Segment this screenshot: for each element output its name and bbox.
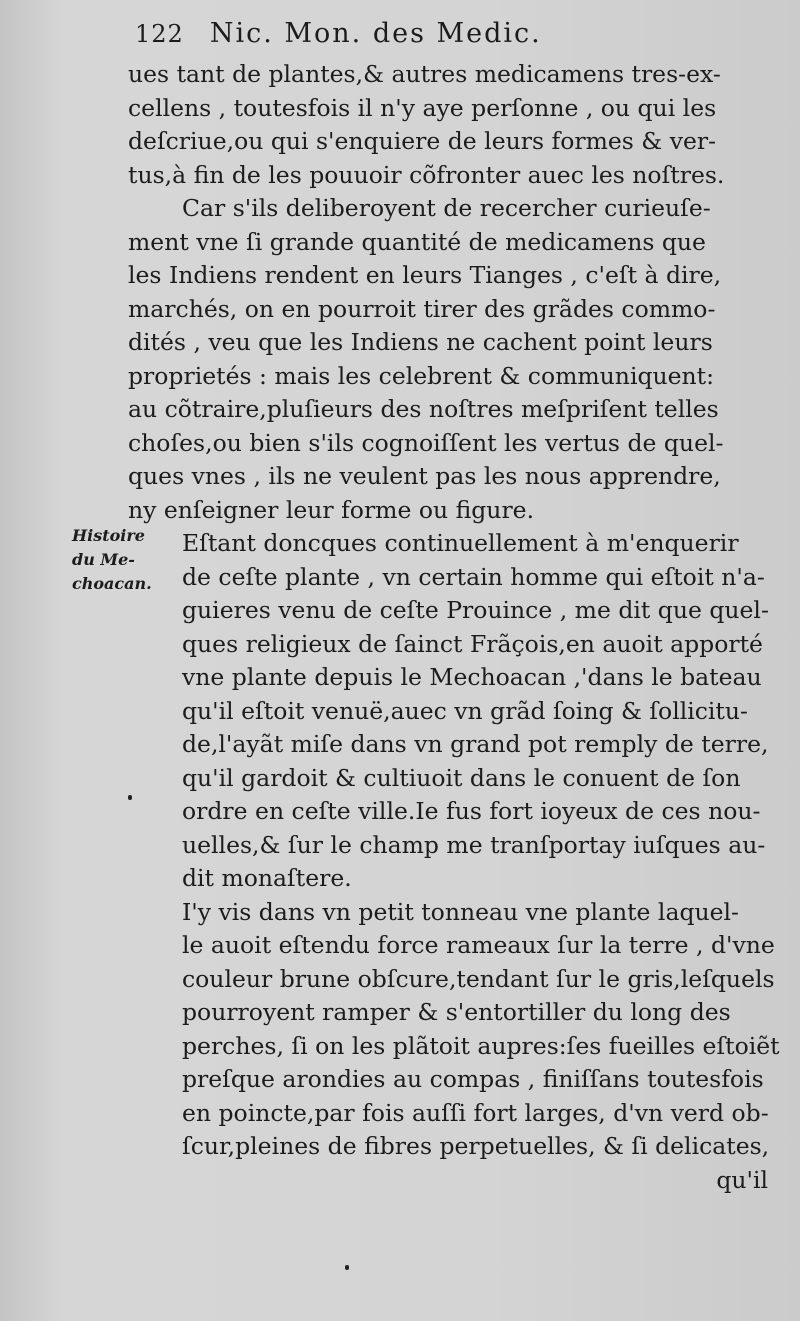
text-line: ordre en ceſte ville.Ie fus fort ioyeux de ces nou- <box>182 797 761 825</box>
text-line: marchés, on en pourroit tirer des grãdes commo- <box>128 294 716 323</box>
text-line: les Indiens rendent en leurs Tianges , c'eſt à dire, <box>128 261 722 289</box>
text-line: tus,à fin de les pouuoir cõfronter auec les noſtres. <box>128 160 725 189</box>
text-line: ques vnes , ils ne veulent pas les nous apprendre, <box>128 462 721 490</box>
catchword: qu'il <box>716 1165 768 1194</box>
text-line: ues tant de plantes,& autres medicamens tres-ex- <box>128 60 721 88</box>
ink-speck <box>345 1265 349 1270</box>
text-line: pourroyent ramper & s'entortiller du long des <box>182 998 731 1026</box>
text-line: ſcur,pleines de fibres perpetuelles, & ſi delicates, <box>182 1132 770 1160</box>
text-line: uelles,& ſur le champ me tranſportay iuſques au- <box>182 830 766 859</box>
page-header <box>135 18 542 49</box>
text-line: cellens , toutesfois il n'y aye perſonne , ou qui les <box>128 93 717 122</box>
text-line: de ceſte plante , vn certain homme qui eſtoit n'a- <box>182 562 765 591</box>
text-line: couleur brune obſcure,tendant ſur le gris,leſquels <box>182 964 775 993</box>
text-body <box>128 58 780 1197</box>
text-line: vne plante depuis le Mechoacan ,'dans le bateau <box>182 663 762 691</box>
text-line: dit monaſtere. <box>182 864 352 892</box>
paragraph-start-line: I'y vis dans vn petit tonneau vne plante laquel- <box>182 897 740 926</box>
text-line: proprietés : mais les celebrent & communiquent: <box>128 361 715 390</box>
paragraph-start-line: Eſtant doncques continuellement à m'enquerir <box>182 529 739 557</box>
text-line: qu'il eſtoit venuë,auec vn grãd ſoing & ſollicitu- <box>182 696 748 725</box>
text-line: perches, ſi on les plãtoit aupres:ſes fueilles eſtoiẽt <box>182 1031 780 1060</box>
text-line: preſque arondies au compas , finiſſans toutesfois <box>182 1065 764 1093</box>
text-line: ment vne ſi grande quantité de medicamens que <box>128 227 706 256</box>
text-line: ques religieux de ſainct Frãçois,en auoit apporté <box>182 629 763 658</box>
text-line: au cõtraire,pluſieurs des noſtres meſpriſent telles <box>128 395 719 423</box>
ink-speck <box>128 795 132 800</box>
margin-note-line: choacan. <box>72 574 152 593</box>
margin-note-line: du Me- <box>72 550 135 569</box>
text-line: de,l'ayãt miſe dans vn grand pot remply de terre, <box>182 730 769 758</box>
margin-note-line: Histoire <box>72 526 145 545</box>
running-title: Nic. Mon. des Medic. <box>209 18 542 49</box>
page-number: 122 <box>135 20 184 48</box>
text-line: guieres venu de ceſte Prouince , me dit que quel- <box>182 596 769 624</box>
paragraph-start-line: Car s'ils deliberoyent de recercher curieuſe- <box>182 194 711 222</box>
text-line: en poincte,par fois auſſi fort larges, d'vn verd ob- <box>182 1098 769 1127</box>
text-line: le auoit eſtendu force rameaux ſur la terre , d'vne <box>182 931 775 959</box>
text-line: choſes,ou bien s'ils cognoiſſent les vertus de quel- <box>128 428 724 457</box>
text-line: dités , veu que les Indiens ne cachent point leurs <box>128 328 713 356</box>
text-line: deſcriue,ou qui s'enquiere de leurs formes & ver- <box>128 127 717 155</box>
text-line: qu'il gardoit & cultiuoit dans le conuent de ſon <box>182 763 741 792</box>
text-line: ny enſeigner leur forme ou figure. <box>128 495 535 524</box>
